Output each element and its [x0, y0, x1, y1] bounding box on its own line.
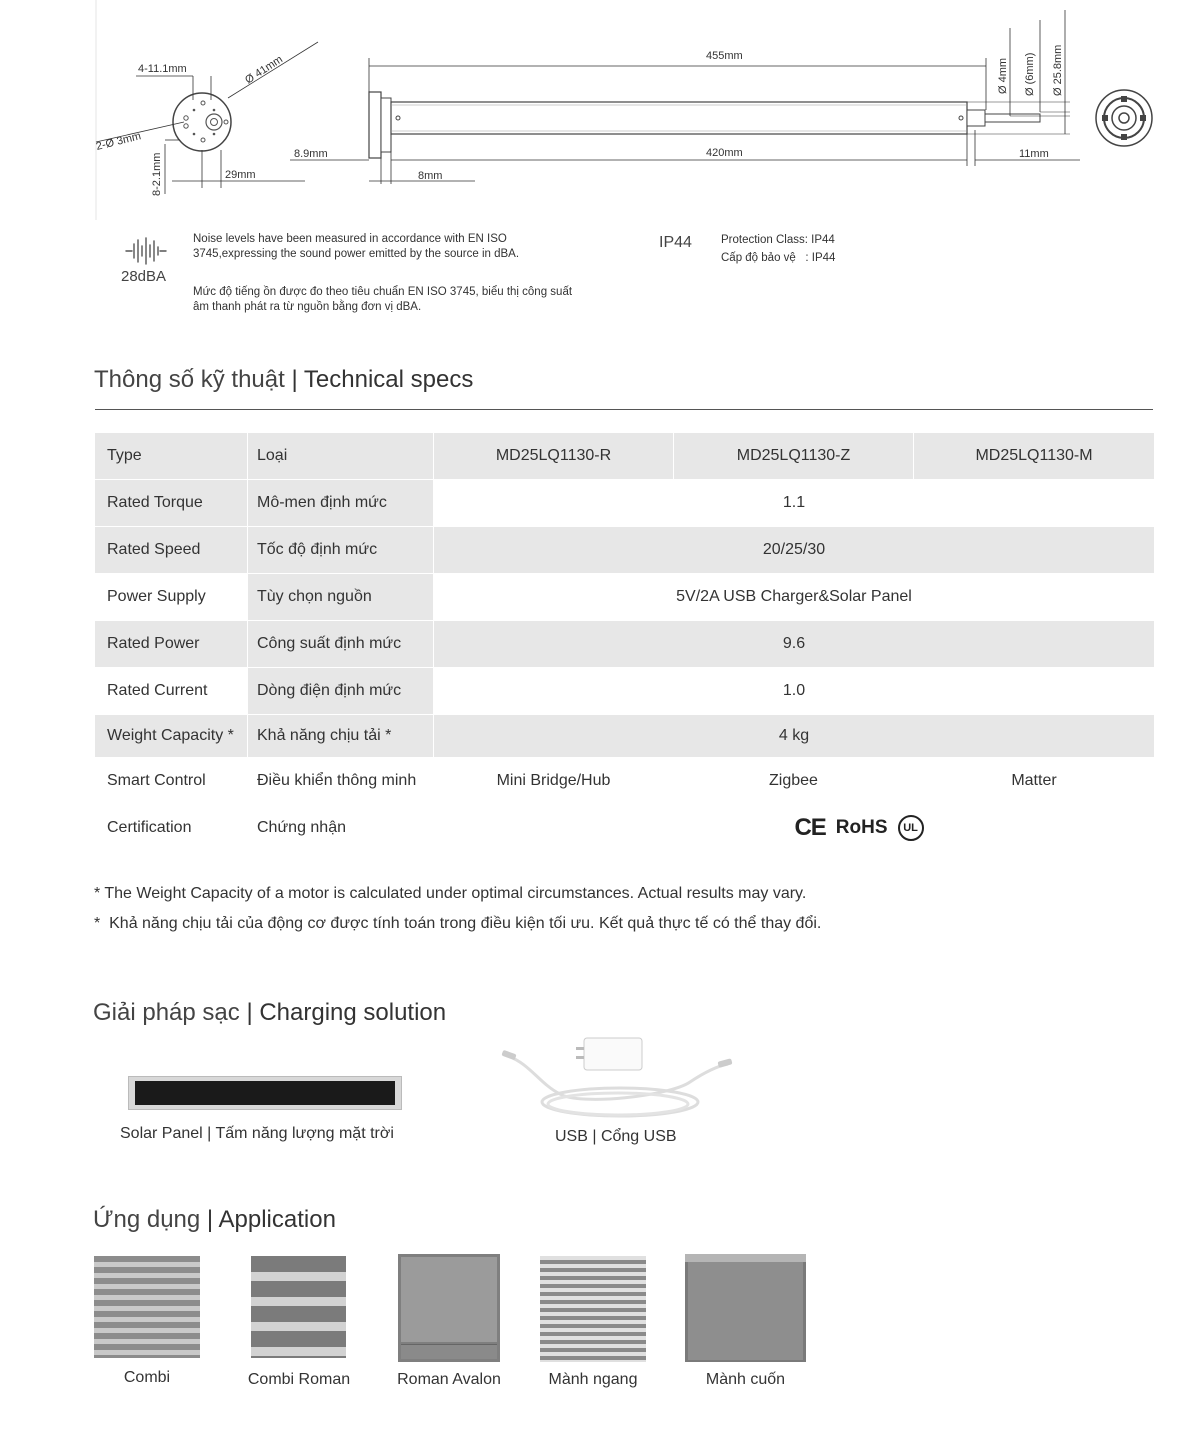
- caption-usb: USB | Cổng USB: [555, 1128, 677, 1145]
- row-label-en: Type: [95, 433, 248, 480]
- table-row: [95, 805, 1155, 852]
- title-en: Charging solution: [259, 999, 447, 1026]
- charging-section-title: [93, 999, 446, 1027]
- noise-value: 28dBA: [121, 268, 167, 285]
- dim-d41: Ø 41mm: [243, 53, 286, 87]
- rohs-logo: RoHS: [835, 817, 888, 838]
- row-label-en: Rated Power: [95, 621, 248, 668]
- row-label-vi: Dòng điện định mức: [248, 668, 434, 715]
- footnote-vi: * Khả năng chịu tải của động cơ được tính toán trong điều kiện tối ưu. Kết quả thực tế có thể thay đổi.: [94, 915, 822, 932]
- sound-wave-icon: [124, 236, 168, 266]
- row-value: 9.6: [434, 621, 1155, 668]
- table-row: [95, 527, 1155, 574]
- row-label-en: Weight Capacity *: [95, 715, 248, 758]
- row-label-en: Rated Current: [95, 668, 248, 715]
- combi-roman-blind-image: [251, 1256, 346, 1358]
- row-label-vi: Khả năng chịu tải *: [248, 715, 434, 758]
- dim-d4: Ø 4mm: [997, 57, 1009, 94]
- protection-line-vi: Cấp độ bảo vệ : IP44: [721, 252, 836, 264]
- row-value: 20/25/30: [434, 527, 1155, 574]
- table-row: [95, 715, 1155, 758]
- model-name: MD25LQ1130-M: [914, 433, 1155, 480]
- row-value: 4 kg: [434, 715, 1155, 758]
- solar-panel-image: [128, 1076, 402, 1110]
- motor-head-end-view: [96, 42, 318, 194]
- specs-section-title: [94, 366, 473, 394]
- motor-tail-end-view: [1096, 90, 1152, 146]
- dim-8-21: 8-2.1mm: [151, 152, 163, 196]
- smart-value: Zigbee: [674, 758, 914, 805]
- row-label-vi: Tùy chọn nguồn: [248, 574, 434, 621]
- dim-4-11: 4-11.1mm: [138, 63, 187, 75]
- dim-8-9: 8.9mm: [294, 148, 328, 160]
- smart-value: Matter: [914, 758, 1155, 805]
- table-row: [95, 574, 1155, 621]
- usb-charger-image: [500, 1034, 736, 1124]
- model-name: MD25LQ1130-Z: [674, 433, 914, 480]
- ce-logo: CE: [794, 814, 826, 841]
- title-separator: |: [291, 366, 298, 393]
- table-row: [95, 758, 1155, 805]
- roller-blind-image: [685, 1254, 806, 1362]
- smart-value: Mini Bridge/Hub: [434, 758, 674, 805]
- title-separator: |: [246, 999, 253, 1026]
- section-divider: [95, 409, 1153, 410]
- dim-2-d3: 2-Ø 3mm: [94, 130, 143, 153]
- row-label-en: Certification: [95, 805, 248, 852]
- caption-combi: Combi: [123, 1369, 171, 1386]
- protection-line-en: Protection Class: IP44: [721, 234, 835, 246]
- row-value: 5V/2A USB Charger&Solar Panel: [434, 574, 1155, 621]
- dim-d6: Ø (6mm): [1024, 52, 1036, 96]
- table-row: [95, 480, 1155, 527]
- footnote-en: * The Weight Capacity of a motor is calculated under optimal circumstances. Actual results may vary.: [94, 885, 807, 902]
- row-label-vi: Chứng nhận: [248, 805, 434, 852]
- row-label-vi: Loại: [248, 433, 434, 480]
- table-row: [95, 433, 1155, 480]
- ip-label: IP44: [659, 234, 692, 251]
- row-label-en: Power Supply: [95, 574, 248, 621]
- title-vi: Ứng dụng: [93, 1206, 201, 1233]
- caption-solar-panel: Solar Panel | Tấm năng lượng mặt trời: [120, 1125, 394, 1142]
- dim-455: 455mm: [706, 50, 743, 62]
- title-separator: |: [206, 1206, 214, 1233]
- noise-text-en: Noise levels have been measured in accordance with EN ISO 3745,expressing the sound power emitted by the source in dBA.: [193, 233, 520, 260]
- ul-logo: UL: [898, 815, 924, 841]
- motor-tube-side-view: [290, 10, 1080, 184]
- caption-combi-roman: Combi Roman: [247, 1371, 351, 1388]
- dim-8: 8mm: [418, 170, 443, 182]
- roman-avalon-blind-image: [398, 1254, 500, 1362]
- dim-11: 11mm: [1019, 148, 1049, 160]
- dim-420: 420mm: [706, 147, 743, 159]
- horizontal-blind-image: [540, 1256, 646, 1362]
- row-label-en: Rated Speed: [95, 527, 248, 574]
- title-en: Application: [218, 1206, 336, 1233]
- certification-logos: [434, 805, 1155, 852]
- row-label-en: Smart Control: [95, 758, 248, 805]
- title-vi: Thông số kỹ thuật: [94, 366, 285, 393]
- application-section-title: [93, 1206, 336, 1234]
- spec-table: [94, 432, 1155, 852]
- row-label-vi: Điều khiển thông minh: [248, 758, 434, 805]
- table-row: [95, 621, 1155, 668]
- caption-roller-blind: Mành cuốn: [705, 1371, 786, 1388]
- row-label-vi: Mô-men định mức: [248, 480, 434, 527]
- row-value: 1.0: [434, 668, 1155, 715]
- row-label-vi: Tốc độ định mức: [248, 527, 434, 574]
- row-value: 1.1: [434, 480, 1155, 527]
- table-row: [95, 668, 1155, 715]
- technical-drawing: [0, 0, 1200, 225]
- row-label-en: Rated Torque: [95, 480, 248, 527]
- noise-text-vi: Mức độ tiếng ồn được đo theo tiêu chuẩn EN ISO 3745, biểu thị công suất âm thanh phát ra từ nguồn bằng đơn vị dBA.: [193, 286, 573, 313]
- title-en: Technical specs: [303, 366, 474, 393]
- row-label-vi: Công suất định mức: [248, 621, 434, 668]
- caption-roman-avalon: Roman Avalon: [397, 1371, 501, 1388]
- combi-blind-image: [94, 1256, 200, 1358]
- title-vi: Giải pháp sạc: [93, 999, 240, 1026]
- model-name: MD25LQ1130-R: [434, 433, 674, 480]
- caption-horizontal-blind: Mành ngang: [548, 1371, 638, 1388]
- dim-29: 29mm: [225, 169, 256, 181]
- dim-d25-8: Ø 25.8mm: [1052, 44, 1064, 96]
